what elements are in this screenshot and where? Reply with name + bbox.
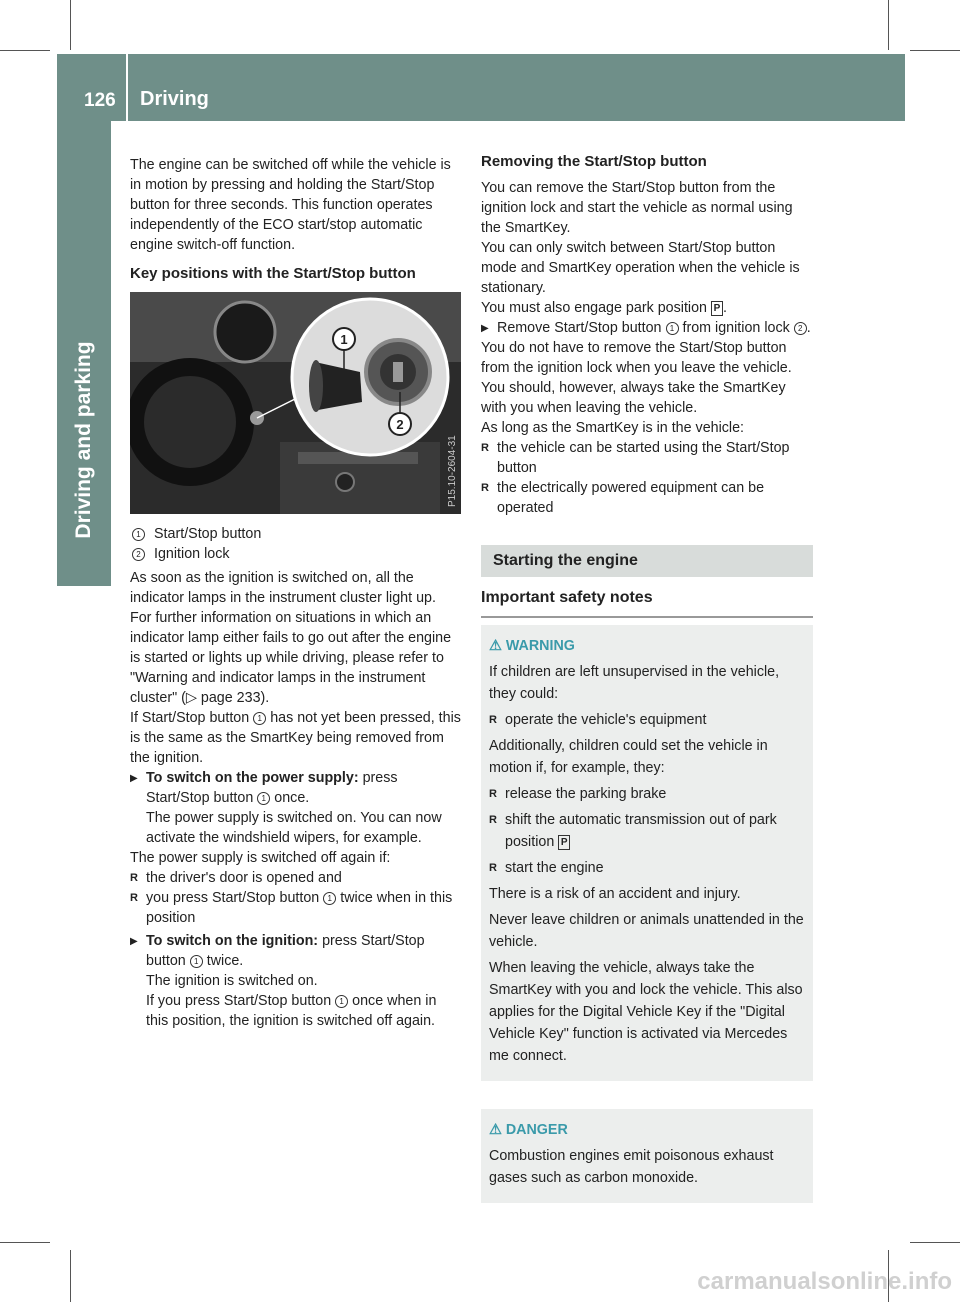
callout-number: 1: [335, 995, 348, 1008]
callout-number: 1: [132, 528, 145, 541]
text: twice.: [206, 953, 244, 969]
paragraph: Additionally, children could set the vehicle in motion if, for example, they:: [489, 738, 768, 776]
paragraph: As long as the SmartKey is in the vehicle:: [481, 420, 745, 436]
text: If Start/Stop button: [130, 710, 250, 726]
legend-item: [130, 544, 462, 564]
callout-number: 1: [190, 955, 203, 968]
callout-number: 2: [132, 548, 145, 561]
paragraph: Combustion engines emit poisonous exhaust gases such as carbon monoxide.: [489, 1148, 774, 1186]
list-item: [130, 888, 462, 928]
bullet-list: [489, 783, 805, 879]
paragraph: For further information on situations in which an indicator lamp either fails to go out after the engine is started or lights up while driving, please refer to "Warning and indicator lamps in the instrument cluster" (▷ page 233).: [130, 610, 452, 706]
bullet-list: [489, 709, 805, 731]
bullet-list: [130, 868, 462, 928]
callout-number: 1: [666, 322, 679, 335]
list-item: R start the engine: [489, 857, 805, 879]
paragraph: The power supply is switched off again if:: [130, 850, 391, 866]
list-item: R the vehicle can be started using the Start/Stop button: [481, 438, 813, 478]
list-item: ▶ Remove Start/Stop button 1 from ignition lock 2 .: [481, 318, 813, 338]
callout-number: 1: [257, 792, 270, 805]
step-title: To switch on the power supply:: [146, 770, 359, 786]
callout-number: 1: [323, 892, 336, 905]
paragraph: You can remove the Start/Stop button from the ignition lock and start the vehicle as normal using the SmartKey.: [481, 180, 793, 236]
callout-1-label: 1: [340, 332, 348, 347]
right-column: [481, 152, 813, 1203]
callout-number: 2: [794, 322, 807, 335]
left-column: [130, 155, 462, 1031]
removing-heading: Removing the Start/Stop button: [481, 153, 707, 170]
crop-mark: [0, 1242, 50, 1243]
legend-item: [130, 524, 462, 544]
chapter-title: Driving: [140, 88, 209, 110]
paragraph: There is a risk of an accident and injury.: [489, 886, 741, 902]
text: has not yet been pressed, this is the same as the SmartKey being removed from the ignition.: [130, 710, 461, 766]
danger-box: [481, 1109, 813, 1203]
text: The power supply is switched on. You can now activate the windshield wipers, for example.: [146, 810, 442, 846]
park-symbol: P: [558, 835, 570, 850]
warning-box: [481, 625, 813, 1081]
paragraph: You must also engage park position P .: [481, 300, 727, 316]
header-separator: [126, 54, 128, 121]
paragraph: [130, 708, 462, 768]
warning-title: [489, 635, 805, 657]
text: If you press Start/Stop button: [146, 993, 332, 1009]
text: once when in this position, the ignition is switched off again.: [146, 993, 437, 1029]
paragraph: As soon as the ignition is switched on, all the indicator lamps in the instrument cluster light up.: [130, 570, 436, 606]
text: from ignition lock: [682, 320, 790, 336]
photo-reference-label: P15.10-2604-31: [447, 435, 458, 507]
text: once.: [274, 790, 310, 806]
legend-text: Ignition lock: [154, 546, 230, 562]
text: twice when in this position: [146, 890, 453, 926]
paragraph: When leaving the vehicle, always take the SmartKey with you and lock the vehicle. This also applies for the Digital Vehicle Key if the "Digital Vehicle Key" function is activated via Mercedes me connect.: [489, 960, 803, 1064]
paragraph: Never leave children or animals unattended in the vehicle.: [489, 912, 804, 950]
list-item: R the driver's door is opened and: [130, 868, 462, 888]
side-tab-label: Driving and parking: [72, 341, 95, 539]
paragraph: You do not have to remove the Start/Stop button from the ignition lock when you leave the vehicle. You should, however, always take the SmartKey with you when leaving the vehicle.: [481, 340, 792, 416]
paragraph: You can only switch between Start/Stop button mode and SmartKey operation when the vehicle is stationary.: [481, 240, 800, 296]
dashboard-illustration: [130, 292, 461, 514]
list-item: [130, 768, 462, 848]
text: shift the automatic transmission out of park position: [505, 812, 777, 850]
callout-number: 1: [253, 712, 266, 725]
warning-triangle-icon: ⚠: [489, 638, 502, 654]
list-item: R release the parking brake: [489, 783, 805, 805]
intro-paragraph: The engine can be switched off while the vehicle is in motion by pressing and holding the Start/Stop button for three seconds. This function operates independently of the ECO start/stop automatic engine switch-off function.: [130, 157, 451, 253]
list-item: [489, 809, 805, 853]
crop-mark: [910, 50, 960, 51]
list-item: R the electrically powered equipment can be operated: [481, 478, 813, 518]
ignition-photo: [130, 292, 461, 514]
list-item: R operate the vehicle's equipment: [489, 709, 805, 731]
crop-mark: [70, 1250, 71, 1302]
key-positions-heading: Key positions with the Start/Stop button: [130, 265, 416, 282]
callout-2-label: 2: [396, 417, 404, 432]
page-number: 126: [84, 90, 116, 111]
text: you press Start/Stop button: [146, 890, 320, 906]
step-title: To switch on the ignition:: [146, 933, 319, 949]
danger-title: [489, 1119, 805, 1141]
step-list: [130, 931, 462, 1031]
text: press Start/Stop button: [146, 770, 398, 806]
warning-triangle-icon: ⚠: [489, 1122, 502, 1138]
park-symbol: P: [711, 301, 723, 316]
step-list: [481, 318, 813, 338]
text: Remove Start/Stop button: [497, 320, 662, 336]
text: press Start/Stop button: [146, 933, 425, 969]
bullet-list: [481, 438, 813, 518]
watermark: carmanualsonline.info: [697, 1268, 952, 1295]
danger-title-text: DANGER: [505, 1122, 568, 1138]
list-item: [130, 931, 462, 1031]
crop-mark: [888, 0, 889, 50]
crop-mark: [910, 1242, 960, 1243]
paragraph: If children are left unsupervised in the vehicle, they could:: [489, 664, 780, 702]
text: You must also engage park position: [481, 300, 707, 316]
section-heading-bar: Starting the engine: [481, 545, 813, 577]
subheading: Important safety notes: [481, 588, 813, 618]
step-list: [130, 768, 462, 848]
text: The ignition is switched on.: [146, 973, 318, 989]
crop-mark: [0, 50, 50, 51]
crop-mark: [70, 0, 71, 50]
legend-text: Start/Stop button: [154, 526, 262, 542]
warning-title-text: WARNING: [505, 638, 575, 654]
